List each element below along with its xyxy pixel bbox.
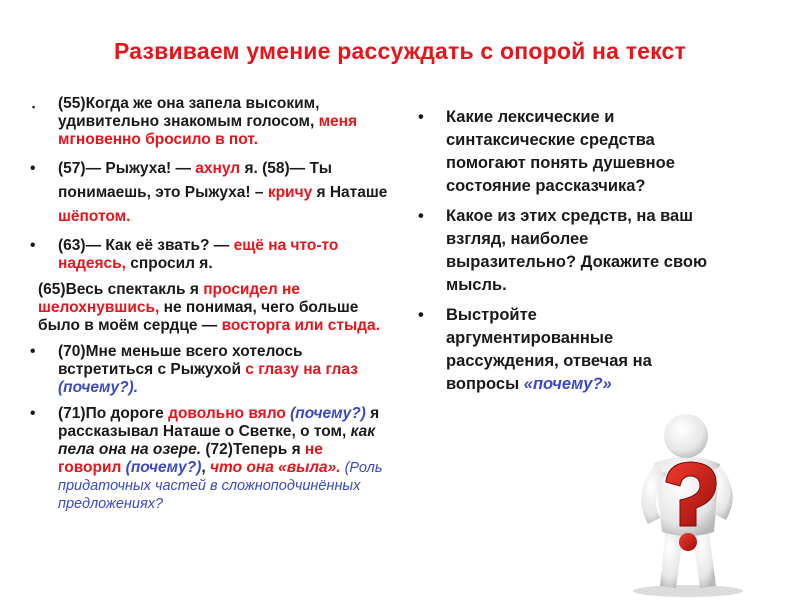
quote-item: (65)Весь спектакль я просидел не шелохнувшись, не понимая, чего больше было в моём сердце — восторга или стыда.: [38, 281, 380, 334]
bullet-icon: •: [32, 102, 36, 112]
quote-item: • (71)По дороге довольно вяло (почему?) я рассказывал Наташе о Светке, о том, как пела она на озере. (72)Теперь я не говорил (почему?), что она «выла». (Роль придаточных частей в сложноподчинённых предложениях?: [30, 405, 383, 512]
bullet-icon: •: [418, 207, 424, 225]
quote-item: • (70)Мне меньше всего хотелось встретиться с Рыжухой с глазу на глаз (почему?).: [30, 343, 358, 396]
quote-item: • (57)— Рыжуха! — ахнул я. (58)— Ты понимаешь, это Рыжуха! – кричу я Наташе шёпотом.: [28, 157, 388, 229]
question-item: • Выстройте аргументированные рассуждения, отвечая на вопросы «почему?»: [418, 306, 652, 393]
bullet-icon: •: [418, 306, 424, 324]
quote-item: • (63)— Как её звать? — ещё на что-то надеясь, спросил я.: [30, 237, 339, 272]
figure-with-question-mark-icon: [596, 408, 776, 598]
quote-column: [28, 95, 388, 521]
question-item: • Какое из этих средств, на ваш взгляд, наиболее выразительно? Докажите свою мысль.: [418, 207, 708, 294]
bullet-icon: •: [30, 237, 36, 254]
slide-title: Развиваем умение рассуждать с опорой на текст: [113, 38, 687, 64]
quote-item: • (55)Когда же она запела высоким, удивительно знакомым голосом, меня мгновенно бросило в пот.: [32, 95, 358, 148]
bullet-icon: •: [418, 108, 424, 126]
bullet-icon: •: [30, 160, 36, 177]
question-item: • Какие лексические и синтаксические средства помогают понять душевное состояние рассказчика?: [418, 108, 675, 195]
bullet-icon: •: [30, 405, 36, 422]
questions-column: [418, 106, 708, 403]
bullet-icon: •: [30, 343, 36, 360]
